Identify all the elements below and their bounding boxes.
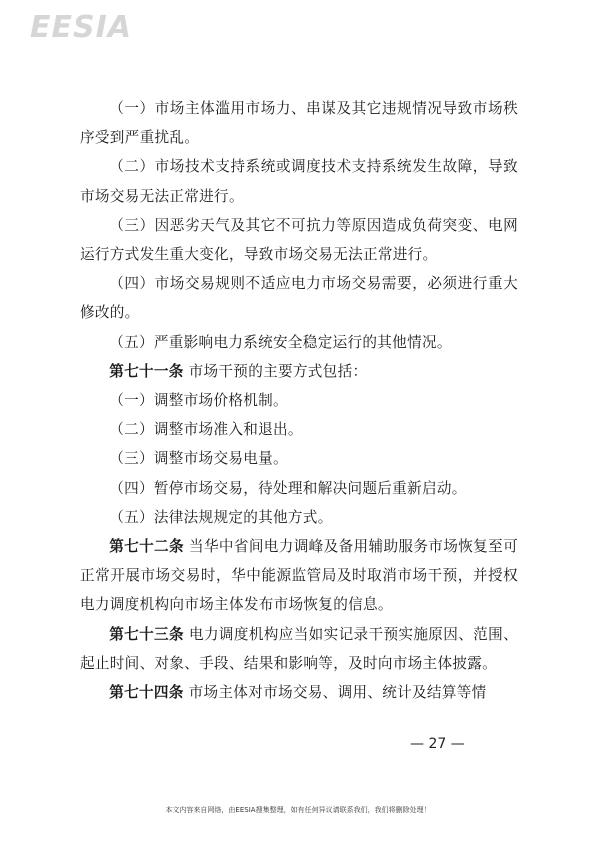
paragraph-text: （二）市场技术支持系统或调度技术支持系统发生故障，导致市场交易无法正常进行。	[80, 158, 518, 205]
article-number: 第七十四条	[109, 684, 184, 702]
article-number: 第七十三条	[109, 625, 184, 643]
paragraph	[80, 94, 518, 152]
article-73	[80, 620, 518, 678]
paragraph-text: （一）调整市场价格机制。	[109, 392, 288, 410]
paragraph	[80, 328, 518, 357]
paragraph-text: （三）调整市场交易电量。	[109, 450, 288, 468]
paragraph-text: 市场主体对市场交易、调用、统计及结算等情	[188, 684, 487, 702]
paragraph	[80, 474, 518, 503]
page-number: — 27 —	[410, 736, 465, 752]
paragraph	[80, 152, 518, 210]
paragraph	[80, 415, 518, 444]
paragraph-text: （四）市场交易规则不适应电力市场交易需要，必须进行重大修改的。	[80, 275, 518, 322]
paragraph-text: 当华中省间电力调峰及备用辅助服务市场恢复至可正常开展市场交易时，华中能源监管局及时取消市场干预，并授权电力调度机构向市场主体发布市场恢复的信息。	[80, 538, 518, 614]
paragraph	[80, 211, 518, 269]
footer-disclaimer: 本文内容来自网络，由EESIA搜集整理，如有任何异议请联系我们，我们将删除处理！	[165, 806, 431, 814]
article-74	[80, 678, 518, 707]
paragraph-text: （二）调整市场准入和退出。	[109, 421, 303, 439]
paragraph	[80, 503, 518, 532]
paragraph	[80, 444, 518, 473]
article-72	[80, 532, 518, 620]
paragraph-text: （五）严重影响电力系统安全稳定运行的其他情况。	[109, 333, 452, 351]
paragraph	[80, 269, 518, 327]
paragraph-text: 市场干预的主要方式包括：	[188, 362, 368, 380]
article-71	[80, 357, 518, 386]
paragraph-text: （五）法律法规规定的其他方式。	[109, 508, 333, 526]
paragraph-text: （四）暂停市场交易，待处理和解决问题后重新启动。	[109, 479, 467, 497]
paragraph-text: （一）市场主体滥用市场力、串谋及其它违规情况导致市场秩序受到严重扰乱。	[80, 100, 518, 147]
eesia-logo: EESIA	[30, 10, 132, 45]
paragraph-text: （三）因恶劣天气及其它不可抗力等原因造成负荷突变、电网运行方式发生重大变化，导致市场交易无法正常进行。	[80, 216, 518, 264]
paragraph-text: 电力调度机构应当如实记录干预实施原因、范围、起止时间、对象、手段、结果和影响等，及时向市场主体披露。	[80, 625, 518, 672]
paragraph	[80, 386, 518, 415]
article-number: 第七十二条	[109, 538, 184, 556]
document-body	[80, 94, 518, 707]
article-number: 第七十一条	[109, 362, 184, 380]
